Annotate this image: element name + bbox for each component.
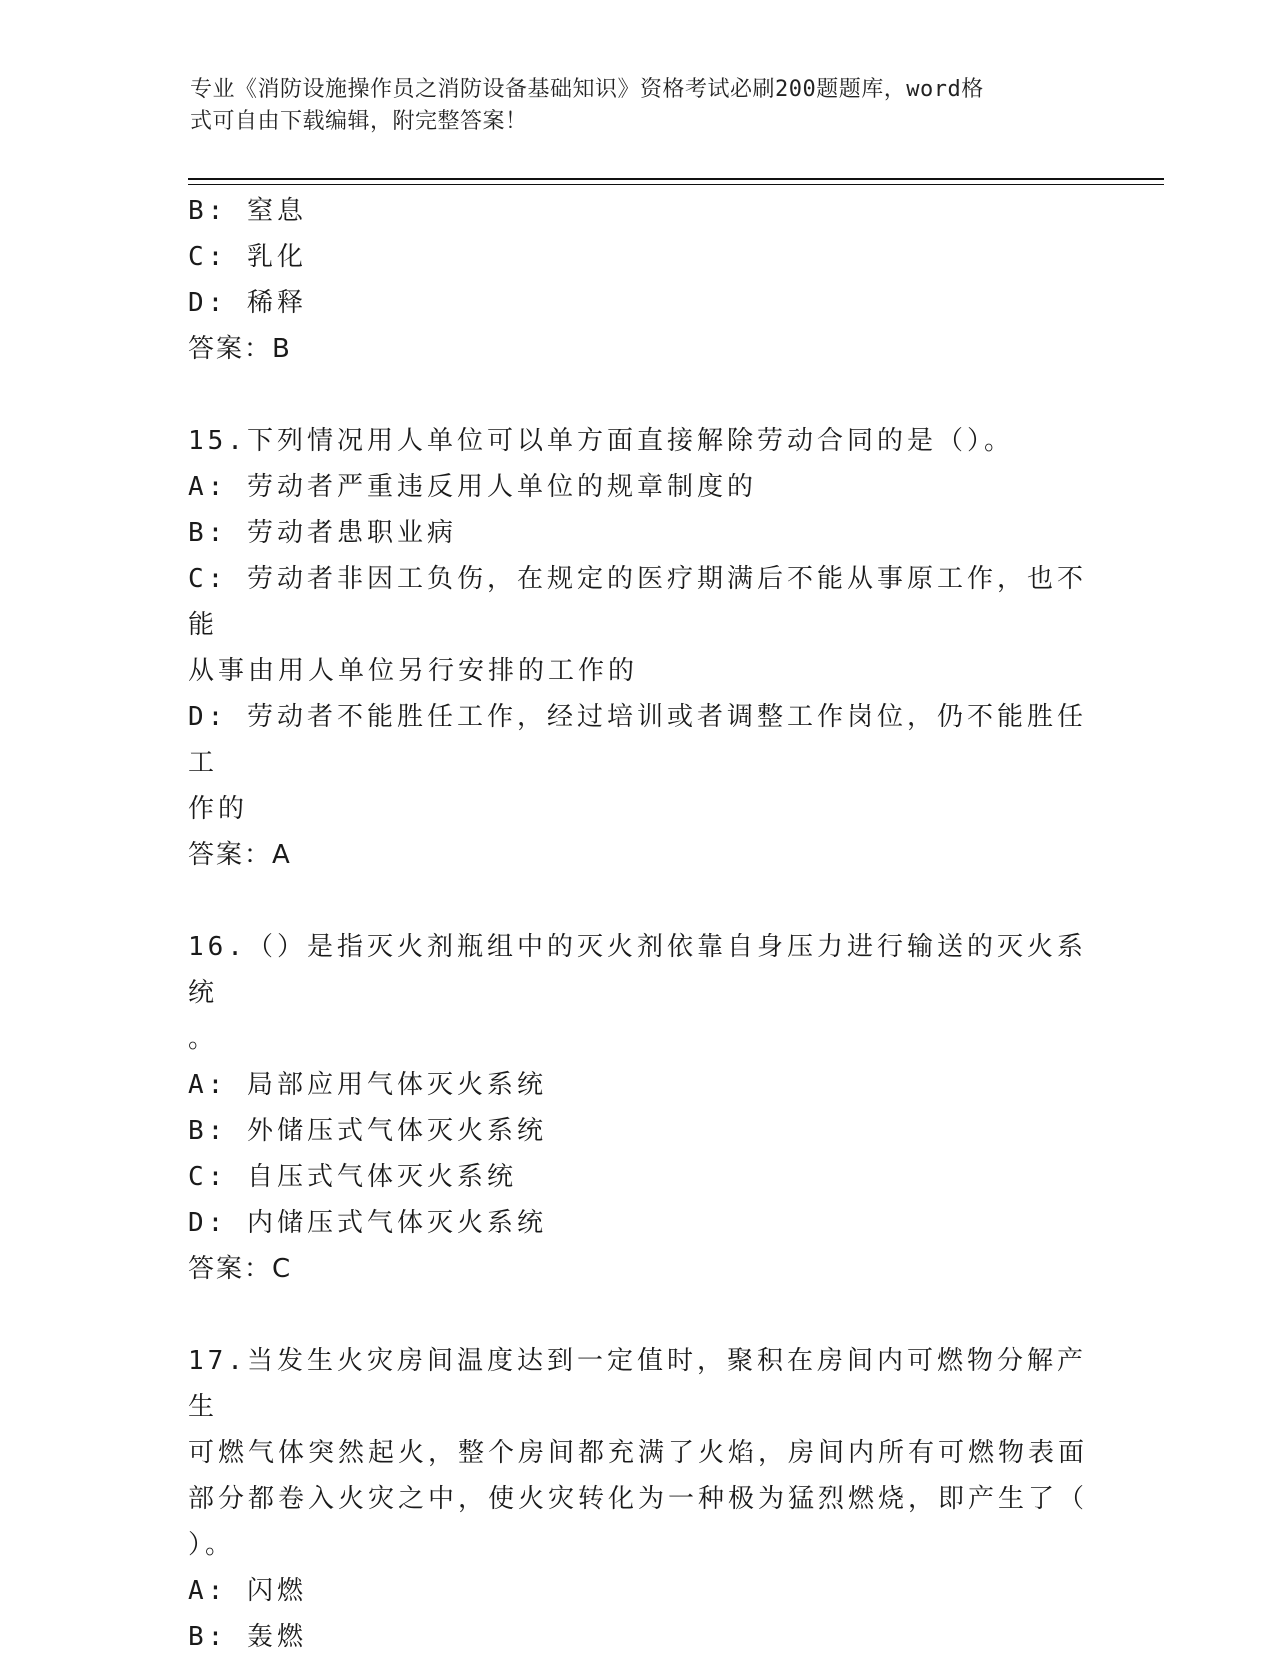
q14-option-d: D: 稀释 (188, 288, 307, 318)
question-15 (188, 418, 1088, 878)
q14-option-c: C: 乳化 (188, 242, 307, 272)
q14-answer: 答案：B (188, 334, 292, 364)
spacer (188, 1292, 1088, 1338)
header-divider-thin (188, 184, 1164, 185)
q15-option-b: B: 劳动者患职业病 (188, 518, 457, 548)
q17-option-b: B: 轰燃 (188, 1622, 307, 1652)
q15-option-d-line-2: 作的 (188, 794, 249, 824)
q14-option-b: B: 窒息 (188, 196, 307, 226)
q16-option-b: B: 外储压式气体灭火系统 (188, 1116, 547, 1146)
q17-question-line-2: 可燃气体突然起火，整个房间都充满了火焰，房间内所有可燃物表面 (188, 1438, 1089, 1468)
q15-answer: 答案：A (188, 840, 292, 870)
q17-question-line-3: 部分都卷入火灾之中，使火灾转化为一种极为猛烈燃烧，即产生了（ (188, 1484, 1089, 1514)
q15-option-d-line-1: D: 劳动者不能胜任工作，经过培训或者调整工作岗位，仍不能胜任工 (188, 702, 1087, 778)
q16-question-line-1: 16.（）是指灭火剂瓶组中的灭火剂依靠自身压力进行输送的灭火系统 (188, 932, 1087, 1008)
header-title-line-2: 式可自由下载编辑，附完整答案！ (190, 109, 528, 134)
spacer (188, 372, 1088, 418)
spacer (188, 878, 1088, 924)
question-14 (188, 188, 1088, 372)
question-16 (188, 924, 1088, 1292)
q15-option-a: A: 劳动者严重违反用人单位的规章制度的 (188, 472, 757, 502)
header-title-line-1: 专业《消防设施操作员之消防设备基础知识》资格考试必刷200题题库，word格 (190, 77, 984, 102)
q16-question-line-2: 。 (188, 1024, 219, 1054)
header-divider-thick (188, 178, 1164, 180)
question-list (188, 188, 1088, 1660)
q17-option-a: A: 闪燃 (188, 1576, 307, 1606)
q15-option-c-line-2: 从事由用人单位另行安排的工作的 (188, 656, 639, 686)
q16-option-c: C: 自压式气体灭火系统 (188, 1162, 517, 1192)
document-header (190, 74, 1070, 138)
question-17 (188, 1338, 1088, 1660)
q16-option-d: D: 内储压式气体灭火系统 (188, 1208, 547, 1238)
q15-option-c-line-1: C: 劳动者非因工负伤，在规定的医疗期满后不能从事原工作，也不能 (188, 564, 1087, 640)
q15-question: 15.下列情况用人单位可以单方面直接解除劳动合同的是（）。 (188, 426, 1014, 456)
q17-question-line-1: 17.当发生火灾房间温度达到一定值时，聚积在房间内可燃物分解产生 (188, 1346, 1087, 1422)
q16-answer: 答案：C (188, 1254, 293, 1284)
q16-option-a: A: 局部应用气体灭火系统 (188, 1070, 547, 1100)
q17-question-line-4: ）。 (188, 1530, 236, 1560)
